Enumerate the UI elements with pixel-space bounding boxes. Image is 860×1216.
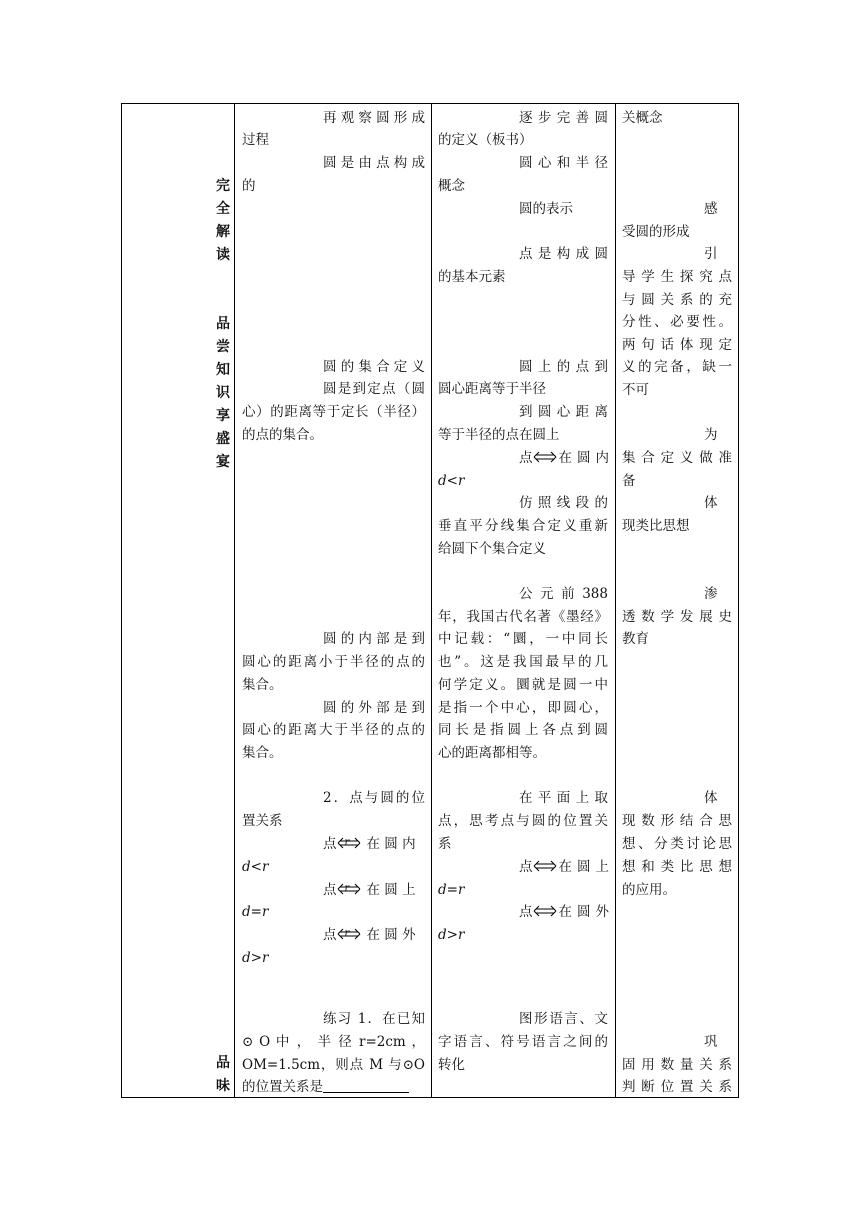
relation-text: 点 bbox=[323, 927, 337, 943]
text-line: 想、分类讨论思 bbox=[622, 836, 732, 852]
relation-text: 在圆上 bbox=[558, 859, 614, 875]
text-line: 在平面上取 bbox=[519, 790, 608, 806]
relation-on-line bbox=[242, 879, 425, 901]
text-line: 再观察圆形成 bbox=[323, 110, 425, 126]
text-line: 圆心距离等于半径 bbox=[438, 381, 546, 397]
text-line: 圆心和半径 bbox=[519, 155, 608, 171]
heading-char: 全 bbox=[216, 201, 230, 217]
text-line: 是指一个中心，即圆心， bbox=[438, 700, 608, 716]
text-line: 垂直平分线集合定义重新 bbox=[438, 518, 608, 534]
stage-heading-cell bbox=[122, 104, 235, 1098]
text-line: 系 bbox=[438, 836, 452, 852]
text-line: 固用数量关系 bbox=[622, 1057, 732, 1073]
heading-char: 解 bbox=[216, 224, 230, 240]
heading-char: 识 bbox=[216, 385, 230, 401]
formula: d>r bbox=[438, 927, 465, 943]
equivalence-arrow-icon bbox=[533, 860, 557, 872]
text-line: 受圆的形成 bbox=[622, 224, 690, 240]
relation-text: 在 圆 外 bbox=[366, 927, 416, 943]
text-line: 给圆下个集合定义 bbox=[438, 541, 546, 557]
text-line: 判断位置关系 bbox=[622, 1079, 732, 1095]
heading-char: 盛 bbox=[216, 431, 230, 447]
text-line: 体 bbox=[704, 495, 718, 511]
text-line: 圆的集合定义 bbox=[323, 359, 425, 375]
relation-text: 在圆内 bbox=[558, 450, 614, 466]
intent-cell bbox=[616, 104, 739, 1098]
text-line: 的点的集合。 bbox=[242, 427, 323, 443]
relation-inside-line bbox=[242, 833, 425, 855]
table-row bbox=[122, 104, 739, 1098]
text-line: 点，思考点与圆的位置关 bbox=[438, 813, 608, 829]
text-line: 同长是指圆上各点到圆 bbox=[438, 722, 608, 738]
text-line bbox=[438, 470, 608, 492]
text-line: 圆是由点构成 bbox=[323, 155, 425, 171]
text-line: 不可 bbox=[622, 382, 649, 398]
text-line: 也”。这是我国最早的几 bbox=[438, 654, 608, 670]
text-line: 心）的距离等于定长（半径） bbox=[242, 404, 425, 420]
heading-char: 读 bbox=[216, 247, 230, 263]
text-line: 的基本元素 bbox=[438, 269, 506, 285]
formula: d<r bbox=[438, 473, 465, 489]
heading-char: 尝 bbox=[216, 339, 230, 355]
text-line: 到圆心距离 bbox=[519, 404, 608, 420]
text-line: 中记载：“圜，一中同长 bbox=[438, 631, 608, 647]
text-line: 年，我国古代名著《墨经》 bbox=[438, 609, 608, 625]
text-line: 关概念 bbox=[622, 110, 663, 126]
content-cell bbox=[235, 104, 432, 1098]
text-line: 的应用。 bbox=[622, 882, 676, 898]
text-line: 圆心的距离小于半径的点的 bbox=[242, 654, 425, 670]
text-line: 何学定义。圜就是圆一中 bbox=[438, 677, 608, 693]
text-line: 集合。 bbox=[242, 677, 283, 693]
text-line: 的定义（板书） bbox=[438, 132, 533, 148]
text-line bbox=[438, 924, 608, 946]
text-line: 圆的内部是到 bbox=[323, 631, 425, 647]
text-line: 字语言、符号语言之间的 bbox=[438, 1034, 608, 1050]
text-line: 与圆关系的充 bbox=[622, 292, 732, 308]
heading-char: 享 bbox=[216, 408, 230, 424]
text-line bbox=[242, 856, 425, 878]
activity-cell bbox=[432, 104, 616, 1098]
text-line: 圆的外部是到 bbox=[323, 700, 425, 716]
text-line: 引 bbox=[704, 246, 718, 262]
lesson-plan-table bbox=[121, 103, 739, 1098]
text-line: 仿照线段的 bbox=[519, 495, 608, 511]
heading-char: 味 bbox=[216, 1078, 230, 1094]
heading-char: 知 bbox=[216, 362, 230, 378]
heading-char: 品 bbox=[216, 316, 230, 332]
text-line: 备 bbox=[622, 473, 636, 489]
relation-text: 在 圆 内 bbox=[366, 836, 416, 852]
relation-text: 点 bbox=[519, 904, 533, 920]
text-line: 集合定义做准 bbox=[622, 450, 732, 466]
text-line: 图形语言、文 bbox=[519, 1011, 608, 1027]
equivalence-arrow-icon bbox=[337, 928, 361, 940]
answer-blank bbox=[323, 1078, 409, 1093]
text-line: 分性、必要性。 bbox=[622, 314, 732, 330]
equivalence-arrow-icon bbox=[337, 837, 361, 849]
text-line: 感 bbox=[704, 201, 718, 217]
exercise-question-line bbox=[242, 1076, 425, 1098]
text-line: 圆是到定点（圆 bbox=[323, 381, 425, 397]
text-line: 想和类比思想 bbox=[622, 859, 732, 875]
relation-inside-line bbox=[438, 447, 614, 469]
relation-text: 点 bbox=[323, 882, 337, 898]
heading-char: 宴 bbox=[216, 454, 230, 470]
heading-char: 品 bbox=[216, 1055, 230, 1071]
formula: d=r bbox=[438, 882, 465, 898]
relation-on-line bbox=[438, 856, 614, 878]
relation-text: 点 bbox=[519, 450, 533, 466]
relation-text: 点 bbox=[519, 859, 533, 875]
text-line: 现类比思想 bbox=[622, 518, 690, 534]
relation-text: 在圆外 bbox=[558, 904, 614, 920]
text-line: 导学生探究点 bbox=[622, 269, 732, 285]
text-line: 的位置关系是 bbox=[242, 1079, 323, 1095]
formula: d>r bbox=[242, 950, 269, 966]
text-line: 练习 1．在已知 bbox=[323, 1011, 425, 1027]
text-line: ⊙ O 中 ， 半 径 r=2cm ， bbox=[242, 1034, 425, 1050]
text-line: 教育 bbox=[622, 631, 649, 647]
relation-text: 点 bbox=[323, 836, 337, 852]
arrow-label: r bbox=[344, 883, 350, 894]
formula: d<r bbox=[242, 859, 269, 875]
text-line: 圆上的点到 bbox=[519, 359, 608, 375]
text-line: 等于半径的点在圆上 bbox=[438, 427, 560, 443]
text-line: 公 元 前 388 bbox=[519, 586, 608, 602]
text-line: 为 bbox=[704, 427, 718, 443]
relation-outside-line bbox=[438, 901, 614, 923]
equivalence-arrow-icon bbox=[533, 451, 557, 463]
text-line: 现数形结合思 bbox=[622, 813, 732, 829]
text-line: 点是构成圆 bbox=[519, 246, 608, 262]
arrow-label: r bbox=[344, 928, 350, 939]
text-line: 巩 bbox=[704, 1034, 718, 1050]
equivalence-arrow-icon bbox=[337, 883, 361, 895]
text-line: 透数学发展史 bbox=[622, 609, 732, 625]
text-line: 两句话体现定 bbox=[622, 337, 732, 353]
text-line: 集合。 bbox=[242, 745, 283, 761]
text-line bbox=[242, 947, 425, 969]
relation-text: 在 圆 上 bbox=[366, 882, 416, 898]
text-line: 概念 bbox=[438, 178, 465, 194]
arrow-label: r bbox=[344, 837, 350, 848]
text-line: 圆心的距离大于半径的点的 bbox=[242, 722, 425, 738]
text-line: 转化 bbox=[438, 1057, 465, 1073]
text-line bbox=[438, 879, 608, 901]
text-line: 逐步完善圆 bbox=[519, 110, 608, 126]
text-line: 义的完备，缺一 bbox=[622, 359, 732, 375]
formula: d=r bbox=[242, 904, 269, 920]
text-line: 渗 bbox=[704, 586, 718, 602]
text-line: 2．点与圆的位 bbox=[323, 790, 425, 806]
text-line: 置关系 bbox=[242, 813, 283, 829]
text-line: 的 bbox=[242, 178, 256, 194]
text-line: OM=1.5cm，则点 M 与⊙O bbox=[242, 1057, 425, 1073]
heading-char: 完 bbox=[216, 178, 230, 194]
text-line: 过程 bbox=[242, 132, 269, 148]
relation-outside-line bbox=[242, 924, 425, 946]
text-line: 心的距离都相等。 bbox=[438, 745, 546, 761]
text-line: 圆的表示 bbox=[519, 201, 573, 217]
equivalence-arrow-icon bbox=[533, 905, 557, 917]
text-line bbox=[242, 901, 425, 923]
text-line: 体 bbox=[704, 790, 718, 806]
